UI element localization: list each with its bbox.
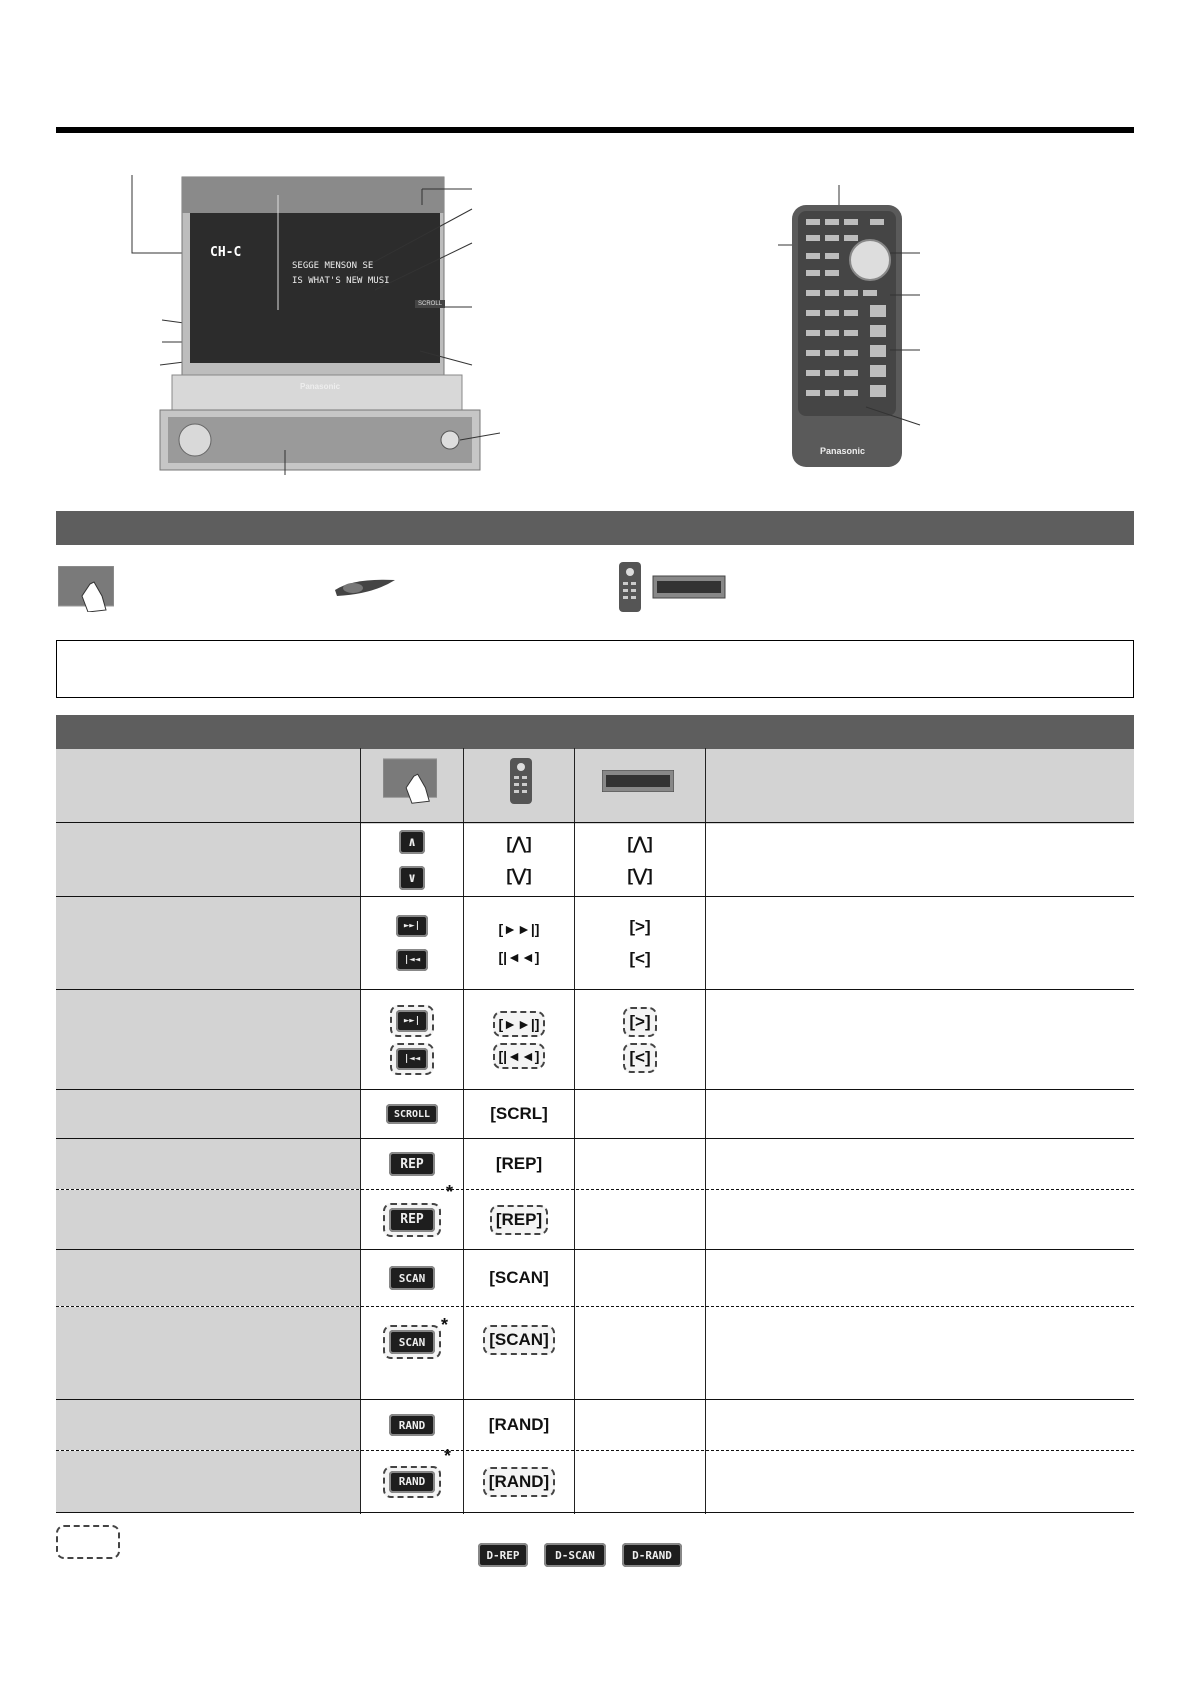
remote-next-key: [►►|] (498, 921, 540, 937)
head-unit-illustration (120, 165, 500, 475)
touch-next-button[interactable]: ►►| (396, 915, 428, 937)
screen-scroll-button[interactable]: SCROLL (415, 300, 445, 308)
dashed-legend-box (56, 1525, 120, 1559)
touch-rep-hold-button[interactable]: REP (389, 1208, 435, 1232)
remote-brand: Panasonic (820, 446, 866, 456)
rule (56, 896, 1134, 897)
remote-prev-key: [|◄◄] (498, 949, 540, 965)
table-row (56, 1451, 1134, 1512)
d-scan-button[interactable]: D-SCAN (544, 1543, 606, 1567)
table-row (56, 824, 1134, 896)
table-row (56, 897, 1134, 989)
touch-rep-button[interactable]: REP (389, 1152, 435, 1176)
unit-up-key: [⋀] (627, 834, 653, 853)
rule (56, 989, 1134, 990)
remote-illustration (770, 185, 930, 485)
row-label-cell (56, 1139, 360, 1189)
unit-ff-key: [>] (623, 1007, 656, 1037)
remote-and-unit-icon (617, 562, 727, 614)
table-row (56, 1139, 1134, 1189)
screen-track-line1: SEGGE MENSON SE (292, 261, 374, 271)
table-header (56, 749, 1134, 824)
table-row (56, 1400, 1134, 1450)
asterisk: * (444, 1446, 452, 1466)
remote-down-key: [⋁] (506, 866, 532, 885)
row-label-cell (56, 897, 360, 989)
joystick-icon (333, 574, 397, 598)
rule (56, 1512, 1134, 1513)
remote-rep-hold-key: [REP] (490, 1205, 548, 1235)
touch-up-button[interactable]: ∧ (399, 830, 425, 854)
table-row (56, 1250, 1134, 1306)
d-rep-button[interactable]: D-REP (478, 1543, 528, 1567)
touch-ff-button[interactable]: ►►| (396, 1010, 428, 1032)
touch-rew-button[interactable]: |◄◄ (396, 1048, 428, 1070)
footnote-buttons (478, 1543, 682, 1567)
remote-rep-key: [REP] (495, 1154, 543, 1173)
d-rand-button[interactable]: D-RAND (622, 1543, 682, 1567)
remote-scrl-key: [SCRL] (490, 1104, 548, 1123)
touch-scan-hold-button[interactable]: SCAN (389, 1330, 435, 1354)
note-box (56, 640, 1134, 698)
touch-rand-button[interactable]: RAND (389, 1414, 435, 1436)
row-label-cell (56, 1307, 360, 1399)
unit-down-key: [⋁] (627, 866, 653, 885)
row-label-cell (56, 1250, 360, 1306)
rule (56, 1089, 1134, 1090)
screen-track-line2: IS WHAT'S NEW MUSI (292, 276, 390, 286)
touch-scan-button[interactable]: SCAN (389, 1266, 435, 1290)
header-unit-icon (602, 770, 674, 792)
top-rule (56, 127, 1134, 133)
remote-rand-hold-key: [RAND] (483, 1467, 555, 1497)
table-row (56, 1190, 1134, 1249)
rule-dashed (56, 1306, 1134, 1307)
touch-rand-hold-button[interactable]: RAND (389, 1471, 435, 1493)
header-touch-icon (383, 758, 437, 804)
remote-ff-key: [►►|] (493, 1011, 546, 1037)
remote-rew-key: [|◄◄] (493, 1043, 546, 1069)
row-label-cell (56, 1090, 360, 1138)
screen-brand: Panasonic (300, 382, 341, 391)
unit-rew-key: [<] (623, 1043, 656, 1073)
row-label-cell (56, 824, 360, 896)
touch-down-button[interactable]: ∨ (399, 866, 425, 890)
unit-next-key: [>] (629, 917, 651, 936)
asterisk: * (446, 1182, 454, 1202)
section-bar-2 (56, 715, 1134, 749)
row-label-cell (56, 1451, 360, 1512)
rule (56, 1399, 1134, 1400)
table-row (56, 1307, 1134, 1399)
row-label-cell (56, 990, 360, 1089)
rule (56, 1138, 1134, 1139)
rule-dashed (56, 1189, 1134, 1190)
table-row (56, 990, 1134, 1089)
rule (56, 822, 1134, 823)
remote-scan-key: [SCAN] (489, 1268, 549, 1287)
touch-prev-button[interactable]: |◄◄ (396, 949, 428, 971)
remote-up-key: [⋀] (506, 834, 532, 853)
remote-scan-hold-key: [SCAN] (483, 1325, 555, 1355)
section-bar-1 (56, 511, 1134, 545)
row-label-cell (56, 1400, 360, 1450)
touch-scroll-button[interactable]: SCROLL (386, 1104, 438, 1124)
rule-dashed (56, 1450, 1134, 1451)
asterisk: * (441, 1315, 449, 1335)
rule (56, 1249, 1134, 1250)
touch-panel-icon (58, 566, 114, 612)
header-remote-icon (509, 758, 533, 804)
row-label-cell (56, 1190, 360, 1249)
screen-channel: CH-C (210, 245, 242, 260)
table-row (56, 1090, 1134, 1138)
remote-rand-key: [RAND] (488, 1415, 550, 1434)
unit-prev-key: [<] (629, 949, 651, 968)
